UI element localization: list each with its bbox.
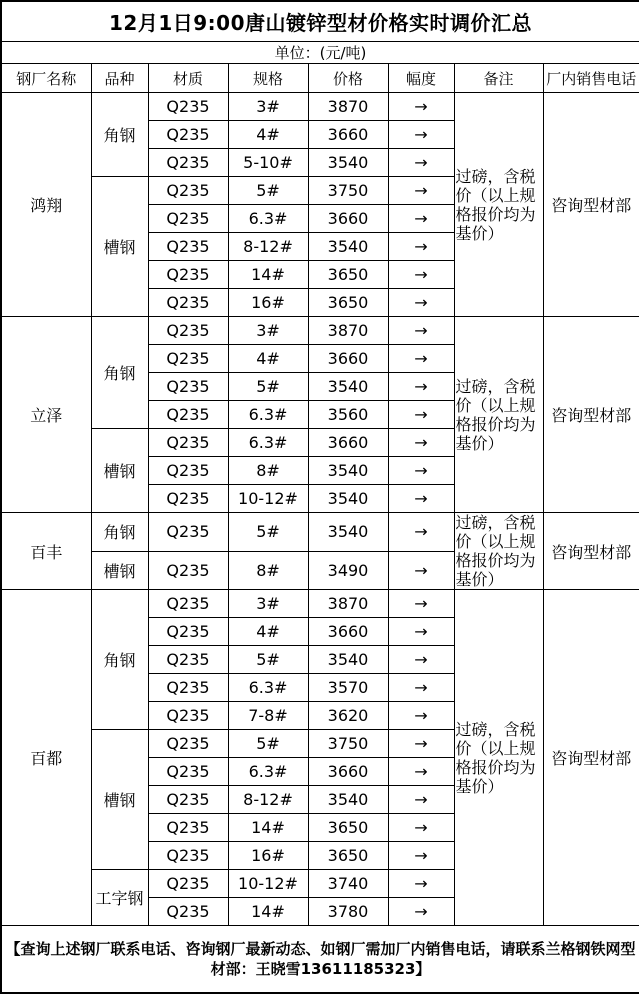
spec-cell: 3# [228, 93, 308, 121]
price-cell: 3540 [308, 513, 388, 552]
spec-cell: 5-10# [228, 149, 308, 177]
material-cell: Q235 [148, 401, 228, 429]
spec-cell: 6.3# [228, 401, 308, 429]
column-header-factory-name: 钢厂名称 [1, 64, 91, 93]
price-cell: 3540 [308, 149, 388, 177]
price-cell: 3650 [308, 261, 388, 289]
price-cell: 3540 [308, 786, 388, 814]
price-cell: 3740 [308, 870, 388, 898]
unit-row [1, 42, 639, 64]
phone-cell: 咨询型材部 [543, 93, 639, 317]
price-cell: 3540 [308, 485, 388, 513]
trend-arrow-cell: → [388, 261, 454, 289]
table-row [1, 93, 639, 121]
trend-arrow-cell: → [388, 870, 454, 898]
price-cell: 3540 [308, 646, 388, 674]
title-row [1, 1, 639, 42]
phone-cell: 咨询型材部 [543, 317, 639, 513]
spec-cell: 5# [228, 730, 308, 758]
material-cell: Q235 [148, 261, 228, 289]
trend-arrow-cell: → [388, 814, 454, 842]
spec-cell: 4# [228, 121, 308, 149]
factory-name-cell: 立泽 [1, 317, 91, 513]
footer-row [1, 926, 639, 994]
trend-arrow-cell: → [388, 93, 454, 121]
material-cell: Q235 [148, 898, 228, 926]
material-cell: Q235 [148, 205, 228, 233]
spec-cell: 4# [228, 345, 308, 373]
material-cell: Q235 [148, 814, 228, 842]
factory-name-cell: 百丰 [1, 513, 91, 590]
spec-cell: 8-12# [228, 233, 308, 261]
remark-cell: 过磅，含税价（以上规格报价均为基价） [454, 317, 543, 513]
trend-arrow-cell: → [388, 177, 454, 205]
spec-cell: 5# [228, 646, 308, 674]
trend-arrow-cell: → [388, 317, 454, 345]
variety-cell: 槽钢 [91, 730, 148, 870]
column-header-price: 价格 [308, 64, 388, 93]
trend-arrow-cell: → [388, 898, 454, 926]
column-header-variety: 品种 [91, 64, 148, 93]
trend-arrow-cell: → [388, 485, 454, 513]
table-row [1, 513, 639, 552]
phone-cell: 咨询型材部 [543, 590, 639, 926]
factory-name-cell: 鸿翔 [1, 93, 91, 317]
price-cell: 3870 [308, 317, 388, 345]
price-cell: 3660 [308, 345, 388, 373]
spec-cell: 3# [228, 590, 308, 618]
variety-cell: 角钢 [91, 93, 148, 177]
material-cell: Q235 [148, 345, 228, 373]
material-cell: Q235 [148, 457, 228, 485]
spec-cell: 3# [228, 317, 308, 345]
trend-arrow-cell: → [388, 289, 454, 317]
price-cell: 3870 [308, 590, 388, 618]
column-header-trend: 幅度 [388, 64, 454, 93]
spec-cell: 14# [228, 898, 308, 926]
material-cell: Q235 [148, 758, 228, 786]
material-cell: Q235 [148, 786, 228, 814]
price-cell: 3540 [308, 373, 388, 401]
price-cell: 3660 [308, 758, 388, 786]
trend-arrow-cell: → [388, 233, 454, 261]
price-cell: 3660 [308, 205, 388, 233]
spec-cell: 5# [228, 177, 308, 205]
variety-cell: 工字钢 [91, 870, 148, 926]
price-cell: 3560 [308, 401, 388, 429]
material-cell: Q235 [148, 429, 228, 457]
price-cell: 3540 [308, 233, 388, 261]
trend-arrow-cell: → [388, 373, 454, 401]
material-cell: Q235 [148, 485, 228, 513]
trend-arrow-cell: → [388, 590, 454, 618]
remark-cell: 过磅，含税价（以上规格报价均为基价） [454, 93, 543, 317]
factory-name-cell: 百都 [1, 590, 91, 926]
spec-cell: 6.3# [228, 205, 308, 233]
price-cell: 3660 [308, 429, 388, 457]
variety-cell: 角钢 [91, 590, 148, 730]
spec-cell: 6.3# [228, 429, 308, 457]
material-cell: Q235 [148, 590, 228, 618]
trend-arrow-cell: → [388, 758, 454, 786]
spec-cell: 6.3# [228, 674, 308, 702]
price-cell: 3660 [308, 618, 388, 646]
material-cell: Q235 [148, 870, 228, 898]
footer-note: 【查询上述钢厂联系电话、咨询钢厂最新动态、如钢厂需加厂内销售电话，请联系兰格钢铁网型材部：王晓雪13611185323】 [1, 926, 639, 994]
remark-cell: 过磅，含税价（以上规格报价均为基价） [454, 513, 543, 590]
table-row [1, 590, 639, 618]
material-cell: Q235 [148, 730, 228, 758]
price-cell: 3650 [308, 842, 388, 870]
variety-cell: 槽钢 [91, 551, 148, 590]
trend-arrow-cell: → [388, 401, 454, 429]
material-cell: Q235 [148, 317, 228, 345]
column-header-spec: 规格 [228, 64, 308, 93]
material-cell: Q235 [148, 289, 228, 317]
table-row [1, 317, 639, 345]
material-cell: Q235 [148, 646, 228, 674]
trend-arrow-cell: → [388, 618, 454, 646]
material-cell: Q235 [148, 618, 228, 646]
price-cell: 3650 [308, 289, 388, 317]
unit-label: 单位：(元/吨) [1, 42, 639, 64]
material-cell: Q235 [148, 373, 228, 401]
material-cell: Q235 [148, 702, 228, 730]
spec-cell: 14# [228, 261, 308, 289]
spec-cell: 10-12# [228, 870, 308, 898]
spec-cell: 16# [228, 842, 308, 870]
variety-cell: 角钢 [91, 317, 148, 429]
price-cell: 3660 [308, 121, 388, 149]
price-cell: 3750 [308, 177, 388, 205]
spec-cell: 8# [228, 457, 308, 485]
material-cell: Q235 [148, 233, 228, 261]
price-cell: 3570 [308, 674, 388, 702]
spec-cell: 8-12# [228, 786, 308, 814]
price-cell: 3490 [308, 551, 388, 590]
trend-arrow-cell: → [388, 513, 454, 552]
trend-arrow-cell: → [388, 551, 454, 590]
trend-arrow-cell: → [388, 702, 454, 730]
material-cell: Q235 [148, 149, 228, 177]
trend-arrow-cell: → [388, 205, 454, 233]
remark-cell: 过磅，含税价（以上规格报价均为基价） [454, 590, 543, 926]
spec-cell: 16# [228, 289, 308, 317]
trend-arrow-cell: → [388, 842, 454, 870]
variety-cell: 槽钢 [91, 429, 148, 513]
column-header-remark: 备注 [454, 64, 543, 93]
price-cell: 3870 [308, 93, 388, 121]
variety-cell: 槽钢 [91, 177, 148, 317]
material-cell: Q235 [148, 551, 228, 590]
phone-cell: 咨询型材部 [543, 513, 639, 590]
price-cell: 3750 [308, 730, 388, 758]
price-cell: 3540 [308, 457, 388, 485]
material-cell: Q235 [148, 842, 228, 870]
material-cell: Q235 [148, 674, 228, 702]
spec-cell: 5# [228, 513, 308, 552]
page-title: 12月1日9:00唐山镀锌型材价格实时调价汇总 [1, 1, 639, 42]
price-cell: 3650 [308, 814, 388, 842]
trend-arrow-cell: → [388, 149, 454, 177]
price-cell: 3620 [308, 702, 388, 730]
material-cell: Q235 [148, 93, 228, 121]
trend-arrow-cell: → [388, 121, 454, 149]
price-cell: 3780 [308, 898, 388, 926]
column-header-phone: 厂内销售电话 [543, 64, 639, 93]
material-cell: Q235 [148, 513, 228, 552]
spec-cell: 7-8# [228, 702, 308, 730]
material-cell: Q235 [148, 121, 228, 149]
column-header-row [1, 64, 639, 93]
trend-arrow-cell: → [388, 674, 454, 702]
spec-cell: 4# [228, 618, 308, 646]
trend-arrow-cell: → [388, 786, 454, 814]
trend-arrow-cell: → [388, 730, 454, 758]
trend-arrow-cell: → [388, 646, 454, 674]
spec-cell: 14# [228, 814, 308, 842]
spec-cell: 10-12# [228, 485, 308, 513]
trend-arrow-cell: → [388, 429, 454, 457]
column-header-material: 材质 [148, 64, 228, 93]
trend-arrow-cell: → [388, 457, 454, 485]
variety-cell: 角钢 [91, 513, 148, 552]
spec-cell: 8# [228, 551, 308, 590]
spec-cell: 5# [228, 373, 308, 401]
material-cell: Q235 [148, 177, 228, 205]
spec-cell: 6.3# [228, 758, 308, 786]
trend-arrow-cell: → [388, 345, 454, 373]
